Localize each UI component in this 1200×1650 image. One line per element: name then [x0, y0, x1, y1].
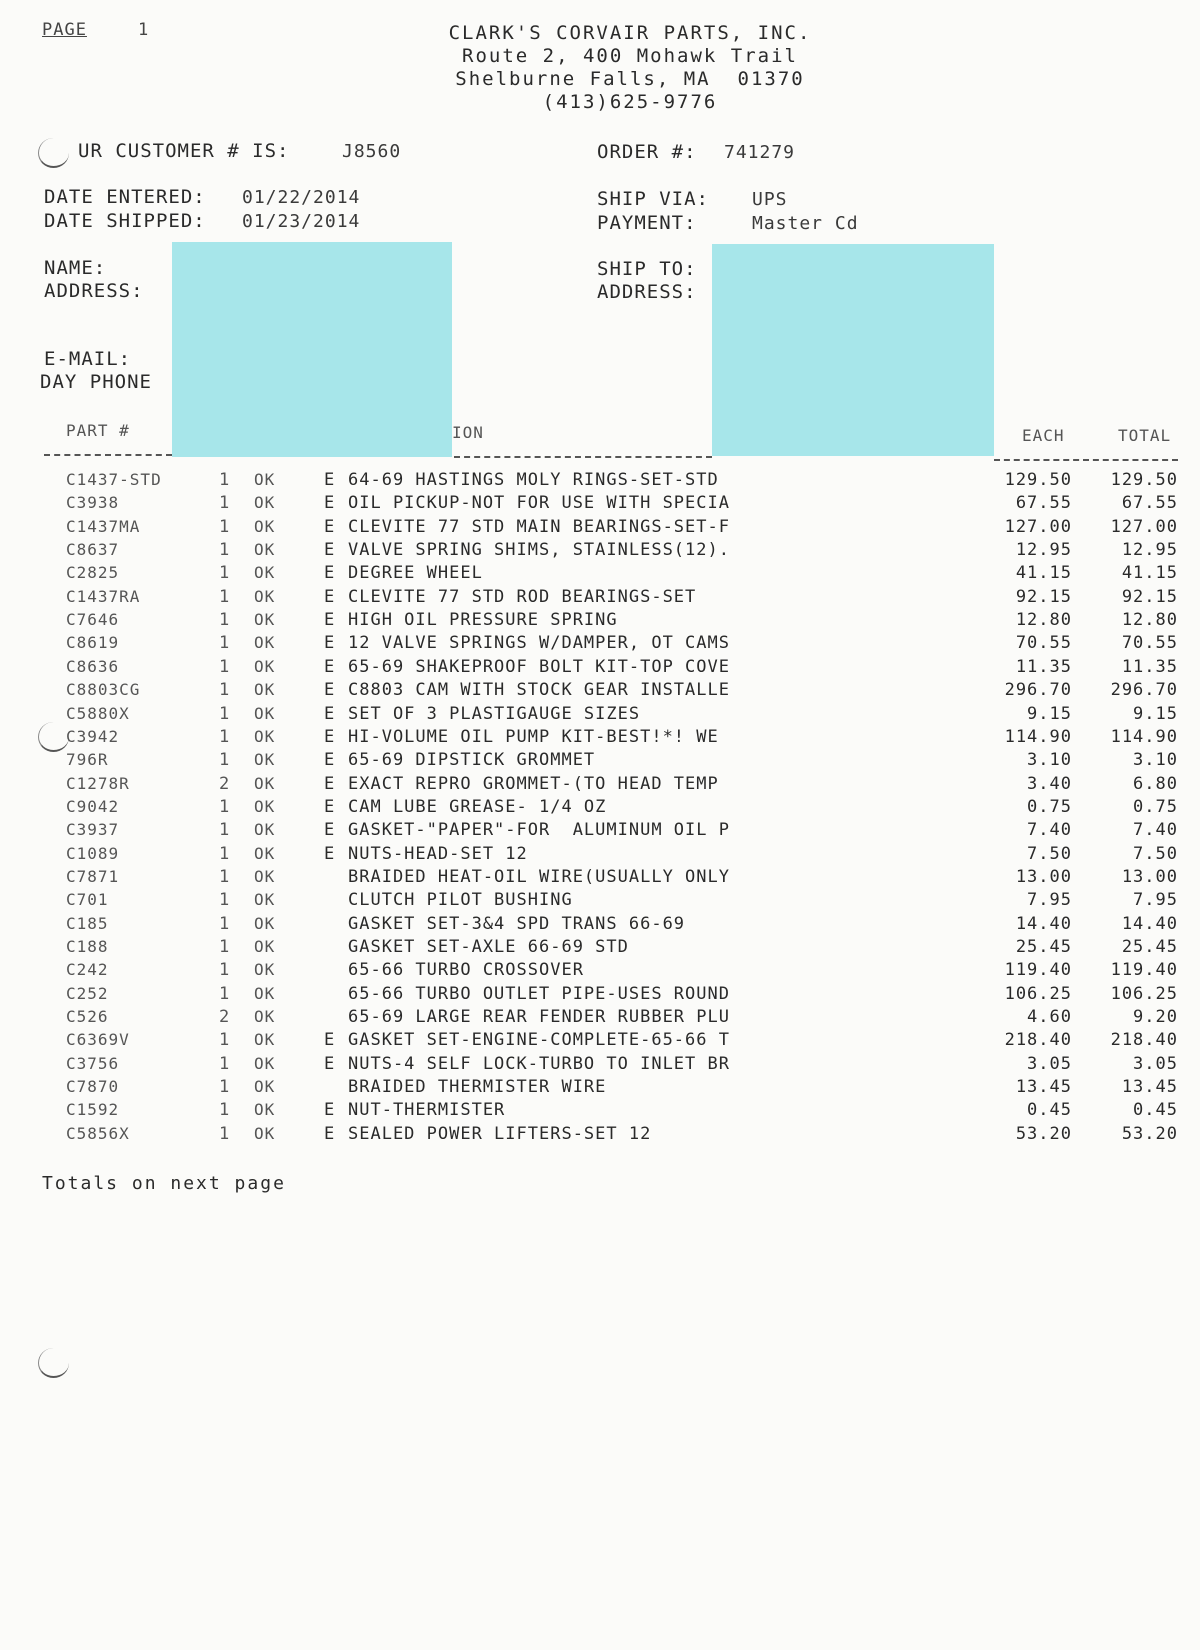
ship-via: UPS — [752, 189, 788, 210]
line-total: 114.90 — [1110, 726, 1178, 747]
status: OK — [254, 1007, 276, 1027]
quantity: 1 — [219, 1030, 231, 1051]
table-row — [0, 1100, 1200, 1123]
description: 64-69 HASTINGS MOLY RINGS-SET-STD — [348, 470, 719, 490]
flag: E — [324, 750, 336, 771]
description: GASKET-"PAPER"-FOR ALUMINUM OIL P — [348, 820, 730, 841]
description: BRAIDED THERMISTER WIRE — [348, 1077, 607, 1098]
part-number: C2825 — [66, 563, 120, 583]
line-total: 67.55 — [1121, 493, 1178, 514]
flag: E — [324, 1053, 336, 1074]
customer-label: UR CUSTOMER # IS: — [78, 140, 290, 162]
flag: E — [324, 1100, 336, 1121]
table-row — [0, 563, 1200, 586]
description: OIL PICKUP-NOT FOR USE WITH SPECIA — [348, 493, 730, 514]
part-number: C1437-STD — [66, 470, 162, 489]
date-entered-label: DATE ENTERED: — [44, 186, 206, 208]
status: OK — [254, 983, 276, 1003]
line-total: 12.80 — [1121, 610, 1178, 631]
table-row — [0, 820, 1200, 843]
each-price: 127.00 — [1004, 516, 1072, 537]
each-price: 25.45 — [1015, 937, 1072, 957]
flag: E — [324, 540, 336, 561]
each-price: 13.00 — [1015, 866, 1072, 887]
part-number: C1278R — [66, 773, 130, 793]
company-street: Route 2, 400 Mohawk Trail — [462, 45, 798, 67]
page-number: 1 — [138, 20, 150, 40]
name-label: NAME: — [44, 257, 107, 279]
quantity: 1 — [219, 866, 231, 887]
each-price: 119.40 — [1004, 960, 1072, 981]
status: OK — [254, 820, 276, 840]
status: OK — [254, 866, 276, 886]
description: CAM LUBE GREASE- 1/4 OZ — [348, 796, 607, 817]
quantity: 1 — [219, 516, 231, 537]
part-number: C3937 — [66, 820, 120, 840]
table-row — [0, 750, 1200, 773]
flag: E — [324, 726, 336, 747]
line-total: 296.70 — [1110, 680, 1178, 701]
description: 65-69 DIPSTICK GROMMET — [348, 750, 596, 771]
line-total: 13.00 — [1121, 866, 1178, 887]
quantity: 1 — [219, 470, 231, 490]
each-price: 12.80 — [1015, 610, 1072, 631]
order-label: ORDER #: — [597, 141, 697, 163]
description: CLUTCH PILOT BUSHING — [348, 890, 573, 911]
flag: E — [324, 820, 336, 841]
table-row — [0, 1077, 1200, 1100]
line-total: 218.40 — [1110, 1030, 1178, 1051]
table-row — [0, 540, 1200, 563]
part-number: C526 — [66, 1007, 109, 1027]
line-total: 9.15 — [1133, 703, 1178, 724]
quantity: 1 — [219, 1053, 231, 1074]
status: OK — [254, 796, 276, 816]
each-price: 11.35 — [1015, 656, 1072, 677]
line-total: 3.05 — [1133, 1053, 1178, 1074]
date-entered: 01/22/2014 — [242, 187, 361, 208]
description: HI-VOLUME OIL PUMP KIT-BEST!*! WE — [348, 726, 719, 747]
quantity: 2 — [219, 773, 231, 794]
quantity: 1 — [219, 703, 231, 724]
part-number: C701 — [66, 890, 109, 910]
part-number: C7646 — [66, 610, 120, 630]
table-row — [0, 610, 1200, 633]
description: C8803 CAM WITH STOCK GEAR INSTALLE — [348, 680, 730, 701]
table-row — [0, 470, 1200, 493]
line-total: 41.15 — [1121, 563, 1178, 584]
quantity: 2 — [219, 1007, 231, 1028]
each-price: 129.50 — [1004, 470, 1072, 490]
description: GASKET SET-ENGINE-COMPLETE-65-66 T — [348, 1030, 730, 1051]
each-price: 106.25 — [1004, 983, 1072, 1004]
part-number: 796R — [66, 750, 109, 770]
header-divider — [454, 456, 712, 458]
description: SET OF 3 PLASTIGAUGE SIZES — [348, 703, 641, 724]
each-price: 70.55 — [1015, 633, 1072, 654]
status: OK — [254, 680, 276, 700]
quantity: 1 — [219, 1100, 231, 1121]
table-row — [0, 890, 1200, 913]
flag: E — [324, 470, 336, 490]
table-row — [0, 633, 1200, 656]
flag: E — [324, 703, 336, 724]
each-price: 218.40 — [1004, 1030, 1072, 1051]
flag: E — [324, 610, 336, 631]
flag: E — [324, 493, 336, 514]
table-row — [0, 984, 1200, 1007]
line-total: 3.10 — [1133, 750, 1178, 771]
line-total: 14.40 — [1121, 913, 1178, 934]
line-total: 92.15 — [1121, 586, 1178, 607]
table-row — [0, 657, 1200, 680]
status: OK — [254, 890, 276, 910]
flag: E — [324, 586, 336, 607]
description: NUTS-4 SELF LOCK-TURBO TO INLET BR — [348, 1053, 730, 1074]
line-total: 7.95 — [1133, 890, 1178, 911]
line-total: 9.20 — [1133, 1007, 1178, 1028]
redacted-customer-info — [172, 242, 452, 457]
company-phone: (413)625-9776 — [542, 91, 718, 113]
quantity: 1 — [219, 540, 231, 561]
quantity: 1 — [219, 913, 231, 934]
description: NUTS-HEAD-SET 12 — [348, 843, 528, 864]
quantity: 1 — [219, 843, 231, 864]
ship-via-label: SHIP VIA: — [597, 188, 709, 210]
flag: E — [324, 680, 336, 701]
each-price: 53.20 — [1015, 1123, 1072, 1144]
column-total: TOTAL — [1118, 426, 1172, 445]
column-description: ION — [452, 423, 484, 442]
line-total: 70.55 — [1121, 633, 1178, 654]
part-number: C7871 — [66, 866, 120, 886]
description: 65-69 SHAKEPROOF BOLT KIT-TOP COVE — [348, 656, 730, 677]
part-number: C8619 — [66, 633, 120, 653]
status: OK — [254, 843, 276, 863]
part-number: C6369V — [66, 1030, 130, 1050]
quantity: 1 — [219, 796, 231, 817]
line-total: 106.25 — [1110, 983, 1178, 1004]
table-row — [0, 774, 1200, 797]
status: OK — [254, 1053, 276, 1073]
each-price: 7.40 — [1027, 820, 1072, 841]
part-number: C7870 — [66, 1077, 120, 1097]
description: 65-69 LARGE REAR FENDER RUBBER PLU — [348, 1007, 730, 1028]
each-price: 0.45 — [1027, 1100, 1072, 1121]
quantity: 1 — [219, 610, 231, 631]
status: OK — [254, 726, 276, 746]
status: OK — [254, 586, 276, 606]
description: CLEVITE 77 STD MAIN BEARINGS-SET-F — [348, 516, 730, 537]
status: OK — [254, 960, 276, 980]
status: OK — [254, 656, 276, 676]
line-total: 53.20 — [1121, 1123, 1178, 1144]
table-row — [0, 517, 1200, 540]
quantity: 1 — [219, 890, 231, 911]
part-number: C252 — [66, 983, 109, 1003]
flag: E — [324, 516, 336, 537]
each-price: 3.40 — [1027, 773, 1072, 794]
quantity: 1 — [219, 656, 231, 677]
table-row — [0, 727, 1200, 750]
description: VALVE SPRING SHIMS, STAINLESS(12). — [348, 540, 730, 561]
part-number: C5880X — [66, 703, 130, 723]
description: GASKET SET-3&4 SPD TRANS 66-69 — [348, 913, 686, 934]
line-total: 6.80 — [1133, 773, 1178, 794]
line-total: 11.35 — [1121, 656, 1178, 677]
quantity: 1 — [219, 726, 231, 747]
each-price: 9.15 — [1027, 703, 1072, 724]
part-number: C185 — [66, 913, 109, 933]
quantity: 1 — [219, 493, 231, 514]
part-number: C1437MA — [66, 516, 141, 536]
status: OK — [254, 540, 276, 560]
table-row — [0, 867, 1200, 890]
flag: E — [324, 843, 336, 864]
status: OK — [254, 703, 276, 723]
table-row — [0, 1030, 1200, 1053]
status: OK — [254, 493, 276, 513]
table-row — [0, 493, 1200, 516]
part-number: C8637 — [66, 540, 120, 560]
each-price: 3.10 — [1027, 750, 1072, 771]
part-number: C3938 — [66, 493, 120, 513]
date-shipped-label: DATE SHIPPED: — [44, 210, 206, 232]
flag: E — [324, 773, 336, 794]
description: 65-66 TURBO CROSSOVER — [348, 960, 584, 981]
description: NUT-THERMISTER — [348, 1100, 506, 1121]
email-label: E-MAIL: — [44, 348, 132, 370]
part-number: C242 — [66, 960, 109, 980]
each-price: 0.75 — [1027, 796, 1072, 817]
quantity: 1 — [219, 1077, 231, 1098]
line-total: 129.50 — [1110, 470, 1178, 490]
description: SEALED POWER LIFTERS-SET 12 — [348, 1123, 652, 1144]
status: OK — [254, 563, 276, 583]
each-price: 4.60 — [1027, 1007, 1072, 1028]
page-label: PAGE — [42, 20, 87, 40]
table-row — [0, 844, 1200, 867]
status: OK — [254, 773, 276, 793]
each-price: 14.40 — [1015, 913, 1072, 934]
part-number: C1592 — [66, 1100, 120, 1120]
description: HIGH OIL PRESSURE SPRING — [348, 610, 618, 631]
each-price: 12.95 — [1015, 540, 1072, 561]
line-total: 12.95 — [1121, 540, 1178, 561]
quantity: 1 — [219, 563, 231, 584]
table-row — [0, 587, 1200, 610]
description: GASKET SET-AXLE 66-69 STD — [348, 937, 629, 957]
status: OK — [254, 633, 276, 653]
status: OK — [254, 1123, 276, 1143]
status: OK — [254, 750, 276, 770]
quantity: 1 — [219, 750, 231, 771]
status: OK — [254, 1030, 276, 1050]
flag: E — [324, 1123, 336, 1144]
each-price: 92.15 — [1015, 586, 1072, 607]
flag: E — [324, 1030, 336, 1051]
description: EXACT REPRO GROMMET-(TO HEAD TEMP — [348, 773, 719, 794]
table-row — [0, 797, 1200, 820]
quantity: 1 — [219, 680, 231, 701]
each-price: 114.90 — [1004, 726, 1072, 747]
line-total: 25.45 — [1121, 937, 1178, 957]
part-number: C3942 — [66, 726, 120, 746]
table-row — [0, 704, 1200, 727]
line-total: 127.00 — [1110, 516, 1178, 537]
each-price: 13.45 — [1015, 1077, 1072, 1098]
each-price: 3.05 — [1027, 1053, 1072, 1074]
company-name: CLARK'S CORVAIR PARTS, INC. — [448, 22, 812, 44]
quantity: 1 — [219, 983, 231, 1004]
part-number: C5856X — [66, 1123, 130, 1143]
flag: E — [324, 563, 336, 584]
line-total: 7.40 — [1133, 820, 1178, 841]
status: OK — [254, 1077, 276, 1097]
status: OK — [254, 937, 276, 956]
binder-hole — [38, 1348, 69, 1378]
description: 12 VALVE SPRINGS W/DAMPER, OT CAMS — [348, 633, 730, 654]
part-number: C8636 — [66, 656, 120, 676]
part-number: C9042 — [66, 796, 120, 816]
each-price: 41.15 — [1015, 563, 1072, 584]
ship-address-label: ADDRESS: — [597, 281, 697, 303]
description: CLEVITE 77 STD ROD BEARINGS-SET — [348, 586, 697, 607]
description: 65-66 TURBO OUTLET PIPE-USES ROUND — [348, 983, 730, 1004]
customer-number: J8560 — [342, 141, 402, 162]
quantity: 1 — [219, 960, 231, 981]
line-total: 0.45 — [1133, 1100, 1178, 1121]
table-row — [0, 937, 1200, 960]
company-city: Shelburne Falls, MA 01370 — [455, 68, 805, 90]
status: OK — [254, 470, 276, 489]
ship-to-label: SHIP TO: — [597, 258, 697, 280]
table-row — [0, 1007, 1200, 1030]
date-shipped: 01/23/2014 — [242, 211, 361, 232]
status: OK — [254, 610, 276, 630]
header-divider — [44, 454, 172, 456]
description: DEGREE WHEEL — [348, 563, 483, 584]
quantity: 1 — [219, 937, 231, 957]
line-total: 119.40 — [1110, 960, 1178, 981]
part-number: C8803CG — [66, 680, 141, 700]
status: OK — [254, 913, 276, 933]
status: OK — [254, 516, 276, 536]
table-row — [0, 960, 1200, 983]
redacted-ship-to-info — [712, 244, 994, 456]
quantity: 1 — [219, 1123, 231, 1144]
each-price: 67.55 — [1015, 493, 1072, 514]
each-price: 7.50 — [1027, 843, 1072, 864]
payment-label: PAYMENT: — [597, 212, 697, 234]
line-total: 13.45 — [1121, 1077, 1178, 1098]
part-number: C3756 — [66, 1053, 120, 1073]
flag: E — [324, 656, 336, 677]
table-row — [0, 914, 1200, 937]
header-divider — [994, 459, 1178, 461]
part-number: C188 — [66, 937, 109, 956]
address-label: ADDRESS: — [44, 280, 144, 302]
day-phone-label: DAY PHONE — [40, 371, 152, 393]
quantity: 1 — [219, 633, 231, 654]
quantity: 1 — [219, 586, 231, 607]
totals-note: Totals on next page — [42, 1173, 286, 1194]
order-number: 741279 — [724, 142, 796, 163]
table-row — [0, 1054, 1200, 1077]
line-total: 0.75 — [1133, 796, 1178, 817]
each-price: 7.95 — [1027, 890, 1072, 911]
payment-method: Master Cd — [752, 213, 859, 234]
column-each: EACH — [1022, 426, 1065, 445]
line-total: 7.50 — [1133, 843, 1178, 864]
each-price: 296.70 — [1004, 680, 1072, 701]
part-number: C1089 — [66, 843, 120, 863]
quantity: 1 — [219, 820, 231, 841]
flag: E — [324, 633, 336, 654]
binder-hole — [38, 138, 69, 168]
column-part: PART # — [66, 421, 130, 440]
description: BRAIDED HEAT-OIL WIRE(USUALLY ONLY — [348, 866, 730, 887]
part-number: C1437RA — [66, 586, 141, 606]
status: OK — [254, 1100, 276, 1120]
table-row — [0, 680, 1200, 703]
flag: E — [324, 796, 336, 817]
table-row — [0, 1124, 1200, 1147]
